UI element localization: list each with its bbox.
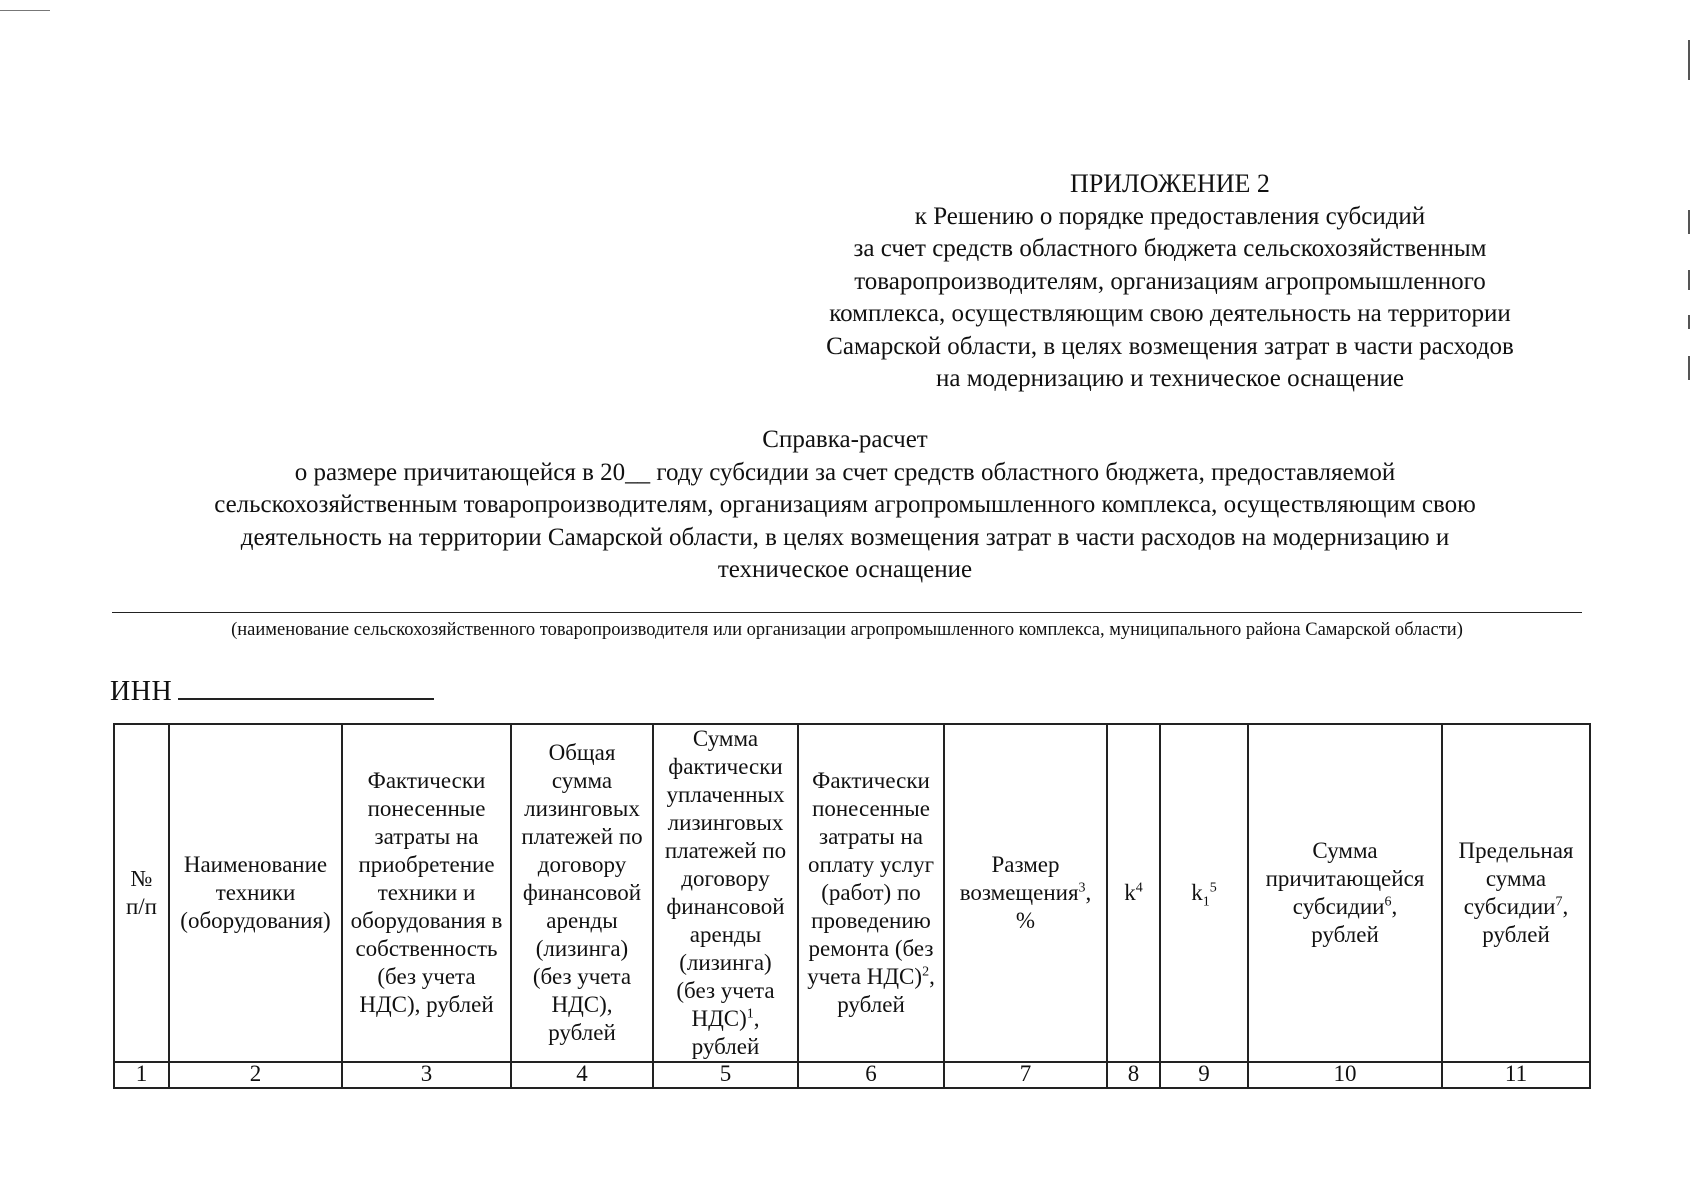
header-text-line: № — [130, 866, 153, 891]
header-text-line: сумма — [551, 768, 613, 793]
header-text-line: причитающейся — [1265, 866, 1425, 891]
table-column-numbers-row — [114, 1062, 1590, 1088]
column-number-cell: 10 — [1248, 1062, 1442, 1088]
column-number-cell: 4 — [511, 1062, 653, 1088]
header-text-line: уплаченных — [666, 782, 785, 807]
header-text-line: рублей — [1482, 922, 1550, 947]
appendix-line: комплекса, осуществляющим свою деятельность на территории — [829, 300, 1511, 327]
column-number-cell: 11 — [1442, 1062, 1590, 1088]
footnote-mark: 1 — [746, 1006, 754, 1022]
header-text-line: (без учета — [377, 964, 476, 989]
header-text-line: $k^4$ — [1124, 880, 1143, 905]
header-text-line: п/п — [125, 894, 157, 919]
header-text-line: аренды — [546, 908, 618, 933]
header-text-line: Общая — [548, 740, 616, 765]
appendix-line: Самарской области, в целях возмещения затрат в части расходов — [826, 332, 1514, 360]
table-header-col-6 — [798, 724, 944, 1062]
header-text-line: Фактически — [812, 768, 930, 793]
header-text-line: рублей — [837, 992, 905, 1017]
header-text-line: (без учета — [532, 964, 632, 989]
table-header-col-11 — [1442, 724, 1590, 1062]
column-number-cell: 6 — [798, 1062, 944, 1088]
header-text-line: платежей по — [521, 824, 643, 849]
inn-label: ИНН — [110, 676, 173, 707]
footnote-mark: 3 — [1078, 880, 1086, 896]
header-text-line: возмещения$^3$, — [959, 880, 1092, 905]
column-number-cell: 8 — [1107, 1062, 1160, 1088]
column-number-cell: 5 — [653, 1062, 798, 1088]
header-text-line: финансовой — [666, 894, 785, 919]
header-text-line: Предельная — [1458, 838, 1574, 863]
scan-marks-right-edge — [1688, 40, 1690, 380]
header-text-line: субсидии$^7$, — [1463, 894, 1569, 919]
document-title-block — [110, 424, 1580, 587]
header-text-line: Сумма — [1312, 838, 1378, 863]
table-header-col-8 — [1107, 724, 1160, 1062]
header-text-line: рублей — [691, 1034, 760, 1059]
table-header-col-2 — [169, 724, 342, 1062]
header-text-line: лизинговых — [524, 796, 640, 821]
column-number-cell: 7 — [944, 1062, 1107, 1088]
appendix-title: ПРИЛОЖЕНИЕ 2 — [1070, 169, 1270, 198]
column-number-cell: 1 — [114, 1062, 169, 1088]
header-text-line: техники — [215, 880, 296, 905]
header-text-line: проведению — [811, 908, 931, 933]
calculation-table — [113, 723, 1591, 1089]
table-header-col-3 — [342, 724, 511, 1062]
header-text-line: НДС)$^1$, — [691, 1006, 760, 1031]
header-text-line: платежей по — [664, 838, 787, 863]
organization-name-field-line[interactable] — [112, 612, 1582, 613]
table-header-col-9 — [1160, 724, 1248, 1062]
header-text-line: договору — [681, 866, 770, 891]
appendix-line: к Решению о порядке предоставления субсидий — [914, 202, 1426, 230]
header-text-line: приобретение — [358, 852, 495, 877]
header-text-line: рублей — [548, 1020, 616, 1045]
header-text-line: финансовой — [522, 880, 642, 905]
header-text-line: оборудования в — [350, 908, 503, 933]
header-text-line: рублей — [1311, 922, 1379, 947]
appendix-line: за счет средств областного бюджета сельскохозяйственным — [853, 235, 1487, 262]
header-text-line: (лизинга) — [679, 950, 772, 975]
header-text-line: понесенные — [367, 796, 486, 821]
header-text-line: (лизинга) — [535, 936, 629, 961]
header-text-line: НДС), — [551, 992, 613, 1017]
table-header-col-5 — [653, 724, 798, 1062]
header-text-line: Фактически — [367, 768, 486, 793]
header-text-line: затраты на — [374, 824, 479, 849]
organization-name-caption: (наименование сельскохозяйственного товаропроизводителя или организации агропромышленного комплекса, муниципального района Самарской области) — [231, 620, 1463, 640]
footnote-mark: 6 — [1384, 894, 1392, 910]
header-text-line: сумма — [1485, 866, 1547, 891]
column-number-cell: 3 — [342, 1062, 511, 1088]
inn-row — [110, 672, 434, 708]
header-text-line: учета НДС)$^2$, — [807, 964, 935, 989]
document-subtitle-line: о размере причитающейся в 20__ году субсидии за счет средств областного бюджета, предоставляемой — [294, 458, 1396, 486]
footnote-mark: 4 — [1135, 880, 1143, 896]
header-text-line: Размер — [991, 852, 1060, 877]
document-subtitle-line: деятельность на территории Самарской области, в целях возмещения затрат в части расходов на модернизацию и — [240, 523, 1450, 551]
table-header-row — [114, 724, 1590, 1062]
footnote-mark: 2 — [922, 964, 930, 980]
header-text-line: собственность — [355, 936, 498, 961]
header-text-line: % — [1015, 908, 1036, 933]
table-header-col-7 — [944, 724, 1107, 1062]
column-number-cell: 9 — [1160, 1062, 1248, 1088]
header-text-line: Наименование — [183, 852, 328, 877]
document-subtitle-line: сельскохозяйственным товаропроизводителям, организациям агропромышленного комплекса, осуществляющим свою — [214, 491, 1476, 518]
header-text-line: затраты на — [819, 824, 923, 849]
header-text-line: Сумма — [692, 726, 759, 751]
appendix-header — [760, 168, 1580, 396]
appendix-line: товаропроизводителям, организациям агропромышленного — [854, 267, 1486, 295]
header-text-line: ремонта (без — [808, 936, 934, 961]
header-text-line: оплату услуг — [807, 852, 935, 877]
document-subtitle-line: техническое оснащение — [717, 556, 973, 583]
footnote-mark: 7 — [1555, 894, 1563, 910]
appendix-line: на модернизацию и техническое оснащение — [936, 365, 1404, 392]
header-text-line: (без учета — [676, 978, 775, 1003]
table-header-col-1 — [114, 724, 169, 1062]
header-text-line: аренды — [689, 922, 762, 947]
header-text-line: (работ) по — [821, 880, 921, 905]
document-title: Справка-расчет — [762, 426, 928, 453]
header-text-line: субсидии$^6$, — [1292, 894, 1398, 919]
table-header-col-4 — [511, 724, 653, 1062]
column-number-cell: 2 — [169, 1062, 342, 1088]
header-text-line: (оборудования) — [180, 908, 331, 933]
table-header-col-10 — [1248, 724, 1442, 1062]
header-text-line: договору — [537, 852, 627, 877]
header-text-line: $k_1^5$ — [1191, 880, 1217, 910]
header-text-line: фактически — [668, 754, 783, 779]
footnote-mark: 5 — [1209, 880, 1217, 896]
inn-field-blank[interactable] — [178, 672, 434, 700]
scan-mark-top-left — [0, 10, 50, 11]
header-text-line: техники и — [377, 880, 476, 905]
header-text-line: НДС), рублей — [359, 992, 494, 1017]
header-text-line: лизинговых — [667, 810, 784, 835]
header-text-line: понесенные — [812, 796, 930, 821]
